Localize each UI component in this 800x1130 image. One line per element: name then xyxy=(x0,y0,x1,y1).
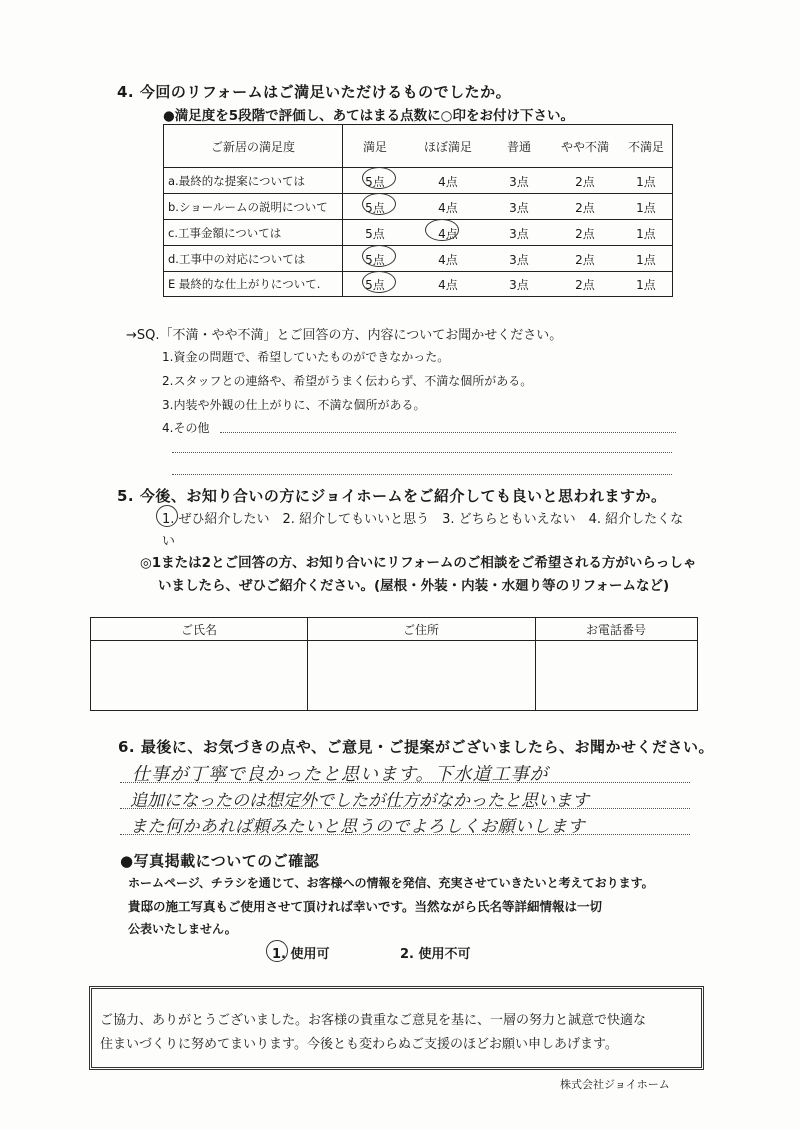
score-3[interactable]: 3点 xyxy=(509,277,529,292)
score-2[interactable]: 2点 xyxy=(575,226,595,241)
photo-line: 公表いたしません。 xyxy=(128,922,237,936)
selection-circle xyxy=(156,505,178,527)
photo-title: ●写真掲載についてのご確認 xyxy=(120,852,320,870)
photo-line: 貴邸の施工写真もご使用させて頂ければ幸いです。当然ながら氏名等詳細情報は一切 xyxy=(128,899,603,914)
selection-circle xyxy=(425,219,459,241)
q5-note: いましたら、ぜひご紹介ください。(屋根・外装・内装・水廻り等のリフォームなど) xyxy=(158,578,670,594)
table-row xyxy=(164,271,672,296)
header-hobo-manzoku: ほぼ満足 xyxy=(423,139,472,154)
score-5[interactable]: 5点 xyxy=(365,174,385,189)
thanks-line: ご協力、ありがとうございました。お客様の貴重なご意見を基に、一層の努力と誠意で快適な xyxy=(100,1013,647,1028)
score-5[interactable]: 5点 xyxy=(365,226,385,241)
sq-title: →SQ.「不満・やや不満」とご回答の方、内容についてお聞かせください。 xyxy=(126,328,563,343)
phone-field[interactable] xyxy=(536,641,697,709)
score-2[interactable]: 2点 xyxy=(575,277,595,292)
row-label: c.工事金額については xyxy=(168,226,282,240)
sq-option-other[interactable]: 4.その他 xyxy=(162,421,210,435)
score-3[interactable]: 3点 xyxy=(509,200,529,215)
thanks-line: 住まいづくりに努めてまいります。今後とも変わらぬご支援のほどお願い申しあげます。 xyxy=(100,1037,618,1052)
score-4[interactable]: 4点 xyxy=(438,252,458,267)
score-2[interactable]: 2点 xyxy=(575,174,595,189)
photo-option-allow[interactable]: 1. 使用可 xyxy=(272,947,330,962)
score-3[interactable]: 3点 xyxy=(509,252,529,267)
q6-title: 6. 最後に、お気づきの点や、ご意見・ご提案がございましたら、お聞かせください。 xyxy=(118,738,715,756)
selection-circle xyxy=(362,271,396,293)
q4-instruction: ●満足度を5段階で評価し、あてはまる点数に○印をお付け下さい。 xyxy=(163,108,574,124)
score-1[interactable]: 1点 xyxy=(636,226,656,241)
score-2[interactable]: 2点 xyxy=(575,252,595,267)
satisfaction-table xyxy=(163,124,673,297)
row-label: E 最終的な仕上がりについて. xyxy=(168,277,321,291)
q5-options-wrap: い xyxy=(162,534,176,549)
score-4[interactable]: 4点 xyxy=(438,174,458,189)
company-name: 株式会社ジョイホーム xyxy=(560,1078,670,1091)
row-label: d.工事中の対応については xyxy=(168,252,306,266)
score-1[interactable]: 1点 xyxy=(636,200,656,215)
address-field[interactable] xyxy=(308,641,535,709)
sq-option[interactable]: 2.スタッフとの連絡や、希望がうまく伝わらず、不満な個所がある。 xyxy=(162,374,533,388)
sq-option[interactable]: 1.資金の問題で、希望していたものができなかった。 xyxy=(162,350,450,364)
header-yaya-fuman: やや不満 xyxy=(560,139,609,154)
photo-option-deny[interactable]: 2. 使用不可 xyxy=(400,947,471,962)
referral-table xyxy=(90,617,698,711)
row-label: a.最終的な提案については xyxy=(168,174,305,188)
header-fumanzoku: 不満足 xyxy=(627,139,664,154)
score-3[interactable]: 3点 xyxy=(509,174,529,189)
selection-circle xyxy=(266,940,288,962)
table-row xyxy=(164,193,672,220)
score-3[interactable]: 3点 xyxy=(509,226,529,241)
selection-circle xyxy=(362,245,396,267)
q5-title: 5. 今後、お知り合いの方にジョイホームをご紹介しても良いと思われますか。 xyxy=(117,487,667,505)
name-field[interactable] xyxy=(91,641,307,709)
q5-options[interactable]: 1. ぜひ紹介したい 2. 紹介してもいいと思う 3. どちらともいえない 4. 紹介したくな xyxy=(162,512,684,527)
sq-option[interactable]: 3.内装や外観の仕上がりに、不満な個所がある。 xyxy=(162,398,426,412)
thanks-box xyxy=(89,986,704,1070)
header-name: ご氏名 xyxy=(180,622,217,637)
score-5[interactable]: 5点 xyxy=(365,277,385,292)
header-futsu: 普通 xyxy=(506,139,531,154)
table-corner-label: ご新居の満足度 xyxy=(210,139,295,154)
header-address: ご住所 xyxy=(402,622,439,637)
score-4[interactable]: 4点 xyxy=(438,226,458,241)
score-5[interactable]: 5点 xyxy=(365,252,385,267)
photo-line: ホームページ、チラシを通じて、お客様への情報を発信、充実させていきたいと考えております。 xyxy=(128,876,654,890)
row-label: b.ショールームの説明について xyxy=(168,200,328,214)
score-2[interactable]: 2点 xyxy=(575,200,595,215)
q5-note: ◎1または2とご回答の方、お知り合いにリフォームのご相談をご希望される方がいらっしゃ xyxy=(140,555,697,571)
handwritten-comment: 仕事が丁寧で良かったと思います。下水道工事が xyxy=(132,764,549,785)
table-row xyxy=(164,167,672,194)
score-4[interactable]: 4点 xyxy=(438,277,458,292)
score-1[interactable]: 1点 xyxy=(636,174,656,189)
table-row xyxy=(164,219,672,246)
selection-circle xyxy=(362,167,396,189)
table-row xyxy=(164,245,672,272)
table-header-row xyxy=(164,125,672,167)
other-line[interactable] xyxy=(220,432,676,433)
score-5[interactable]: 5点 xyxy=(365,200,385,215)
other-line[interactable] xyxy=(172,452,672,453)
score-4[interactable]: 4点 xyxy=(438,200,458,215)
handwritten-comment: 追加になったのは想定外でしたが仕方がなかったと思います xyxy=(130,791,589,811)
selection-circle xyxy=(362,193,396,215)
handwritten-comment: また何かあれば頼みたいと思うのでよろしくお願いします xyxy=(130,817,585,837)
score-1[interactable]: 1点 xyxy=(636,252,656,267)
q4-title: 4. 今回のリフォームはご満足いただけるものでしたか。 xyxy=(117,83,512,101)
score-1[interactable]: 1点 xyxy=(636,277,656,292)
header-manzoku: 満足 xyxy=(362,139,387,154)
header-phone: お電話番号 xyxy=(585,622,646,637)
other-line[interactable] xyxy=(172,474,672,475)
